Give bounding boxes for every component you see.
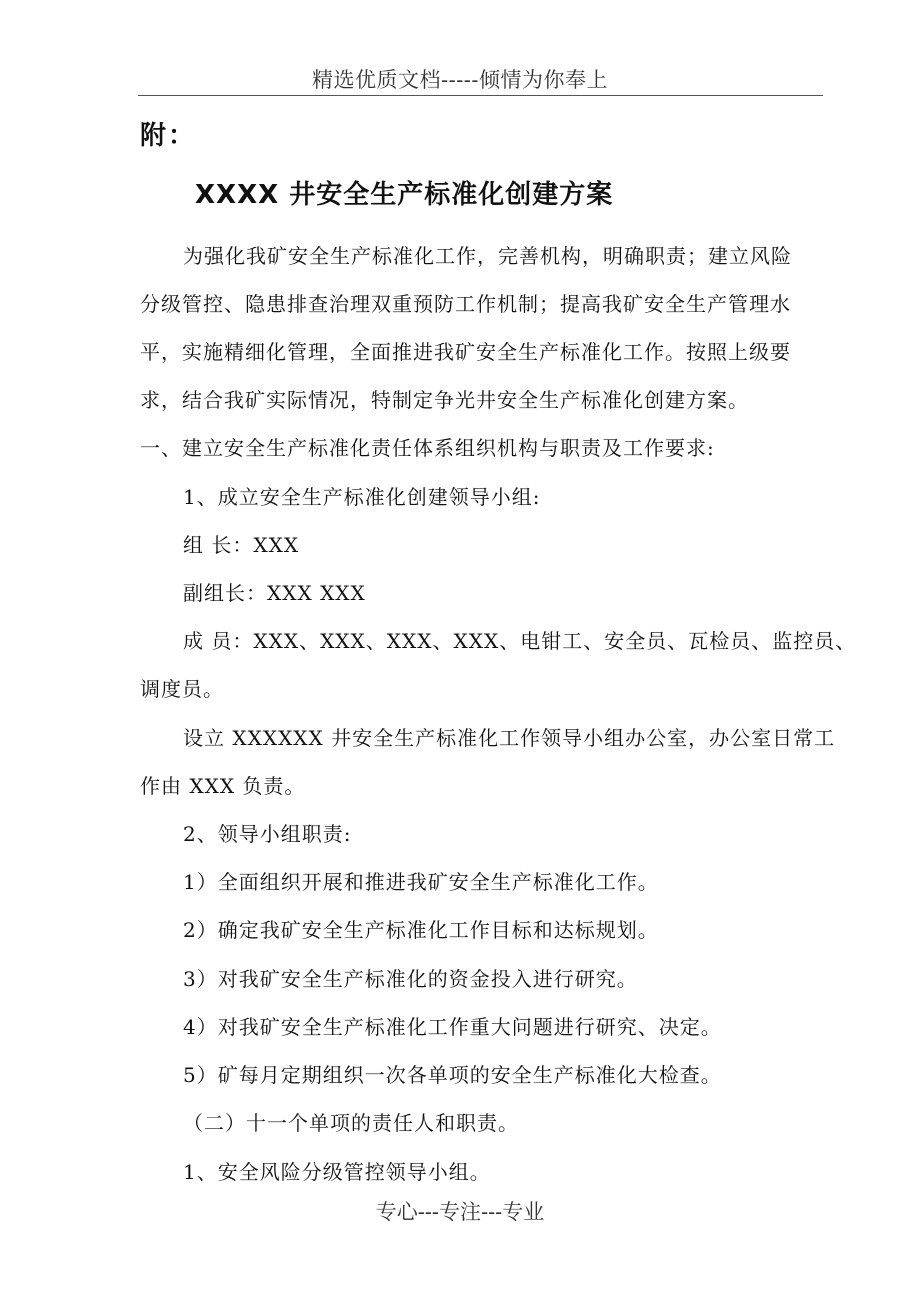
duty-item: 5）矿每月定期组织一次各单项的安全生产标准化大检查。 xyxy=(183,1063,722,1087)
leader-line: 组 长：XXX xyxy=(183,533,300,557)
intro-paragraph-line: 为强化我矿安全生产标准化工作，完善机构，明确职责；建立风险 xyxy=(183,244,792,268)
section-heading: （二）十一个单项的责任人和职责。 xyxy=(183,1111,519,1135)
duty-item: 3）对我矿安全生产标准化的资金投入进行研究。 xyxy=(183,967,638,991)
section-heading: 一、建立安全生产标准化责任体系组织机构与职责及工作要求: xyxy=(140,436,715,460)
intro-paragraph-line: 平，实施精细化管理，全面推进我矿安全生产标准化工作。按照上级要 xyxy=(140,340,791,364)
attachment-label: 附： xyxy=(140,121,197,151)
page-footer: 专心---专注---专业 xyxy=(375,1200,545,1224)
intro-paragraph-line: 求，结合我矿实际情况，特制定争光井安全生产标准化创建方案。 xyxy=(140,388,749,412)
intro-paragraph-line: 分级管控、隐患排查治理双重预防工作机制；提高我矿安全生产管理水 xyxy=(140,292,791,316)
sub-item-heading: 1、安全风险分级管控领导小组。 xyxy=(183,1160,491,1184)
duty-item: 4）对我矿安全生产标准化工作重大问题进行研究、决定。 xyxy=(183,1015,722,1039)
members-line: 成 员：XXX、XXX、XXX、XXX、电钳工、安全员、瓦检员、监控员、 xyxy=(183,629,857,653)
header-divider xyxy=(138,95,823,96)
office-paragraph-line: 作由 XXX 负责。 xyxy=(140,774,306,798)
deputy-leader-line: 副组长：XXX XXX xyxy=(183,581,366,605)
duty-item: 2）确定我矿安全生产标准化工作目标和达标规划。 xyxy=(183,918,659,942)
members-line: 调度员。 xyxy=(140,677,224,701)
document-title: XXXX 井安全生产标准化创建方案 xyxy=(195,180,614,210)
item-heading: 2、领导小组职责: xyxy=(183,822,352,846)
duty-item: 1）全面组织开展和推进我矿安全生产标准化工作。 xyxy=(183,870,659,894)
item-heading: 1、成立安全生产标准化创建领导小组: xyxy=(183,485,541,509)
office-paragraph-line: 设立 XXXXXX 井安全生产标准化工作领导小组办公室，办公室日常工 xyxy=(183,726,836,750)
header-text: 精选优质文档-----倾情为你奉上 xyxy=(312,68,608,92)
